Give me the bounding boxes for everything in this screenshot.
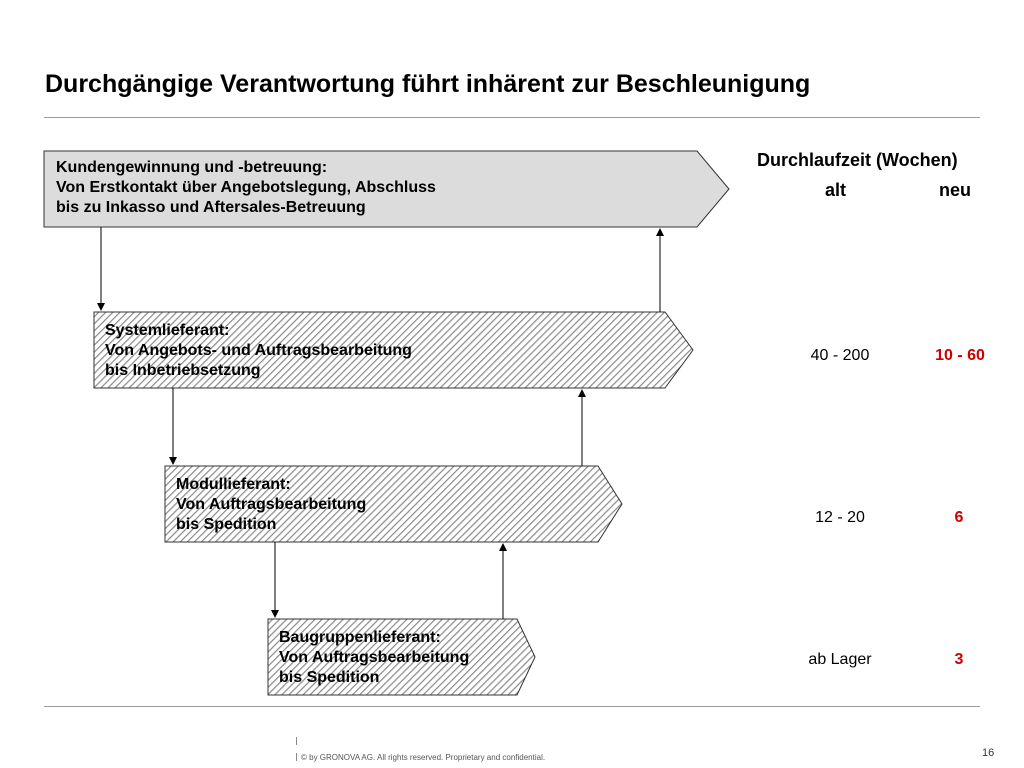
footer-copyright: © by GRONOVA AG. All rights reserved. Proprietary and confidential.: [301, 753, 546, 762]
footer-separator-bottom: [296, 753, 297, 761]
box-system-supplier-line1: Systemlieferant:: [105, 322, 230, 339]
col-old-header: alt: [825, 180, 847, 200]
box-customer-line1: Kundengewinnung und -betreuung:: [56, 159, 328, 176]
box-module-supplier-line2: Von Auftragsbearbeitung: [176, 496, 367, 513]
box-module-supplier-line1: Modullieferant:: [176, 476, 291, 493]
box-customer-line2: Von Erstkontakt über Angebotslegung, Abschluss: [56, 179, 436, 196]
lead-time-new-assembly: 3: [954, 651, 964, 668]
slide-title: Durchgängige Verantwortung führt inhärent zur Beschleunigung: [45, 70, 811, 98]
box-module-supplier-line3: bis Spedition: [176, 516, 277, 533]
box-assembly-supplier-text: [279, 628, 469, 688]
box-customer-text: [56, 158, 436, 218]
box-assembly-supplier-line1: Baugruppenlieferant:: [279, 629, 441, 646]
box-customer-line3: bis zu Inkasso und Aftersales-Betreuung: [56, 199, 366, 216]
lead-time-old-assembly: ab Lager: [808, 651, 872, 668]
box-system-supplier-line3: bis Inbetriebsetzung: [105, 362, 261, 379]
box-system-supplier-text: [105, 321, 412, 381]
col-new-header: neu: [939, 180, 972, 200]
lead-time-header: Durchlaufzeit (Wochen): [757, 150, 958, 170]
lead-time-new-module: 6: [954, 509, 964, 526]
lead-time-new-system: 10 - 60: [935, 347, 985, 364]
box-assembly-supplier-line2: Von Auftragsbearbeitung: [279, 649, 470, 666]
lead-time-old-system: 40 - 200: [810, 347, 870, 364]
page-number: 16: [982, 747, 995, 759]
box-module-supplier-text: [176, 475, 366, 535]
lead-time-old-module: 12 - 20: [815, 509, 865, 526]
footer-separator-top: [296, 737, 297, 745]
box-system-supplier-line2: Von Angebots- und Auftragsbearbeitung: [105, 342, 412, 359]
box-assembly-supplier-line3: bis Spedition: [279, 669, 380, 686]
